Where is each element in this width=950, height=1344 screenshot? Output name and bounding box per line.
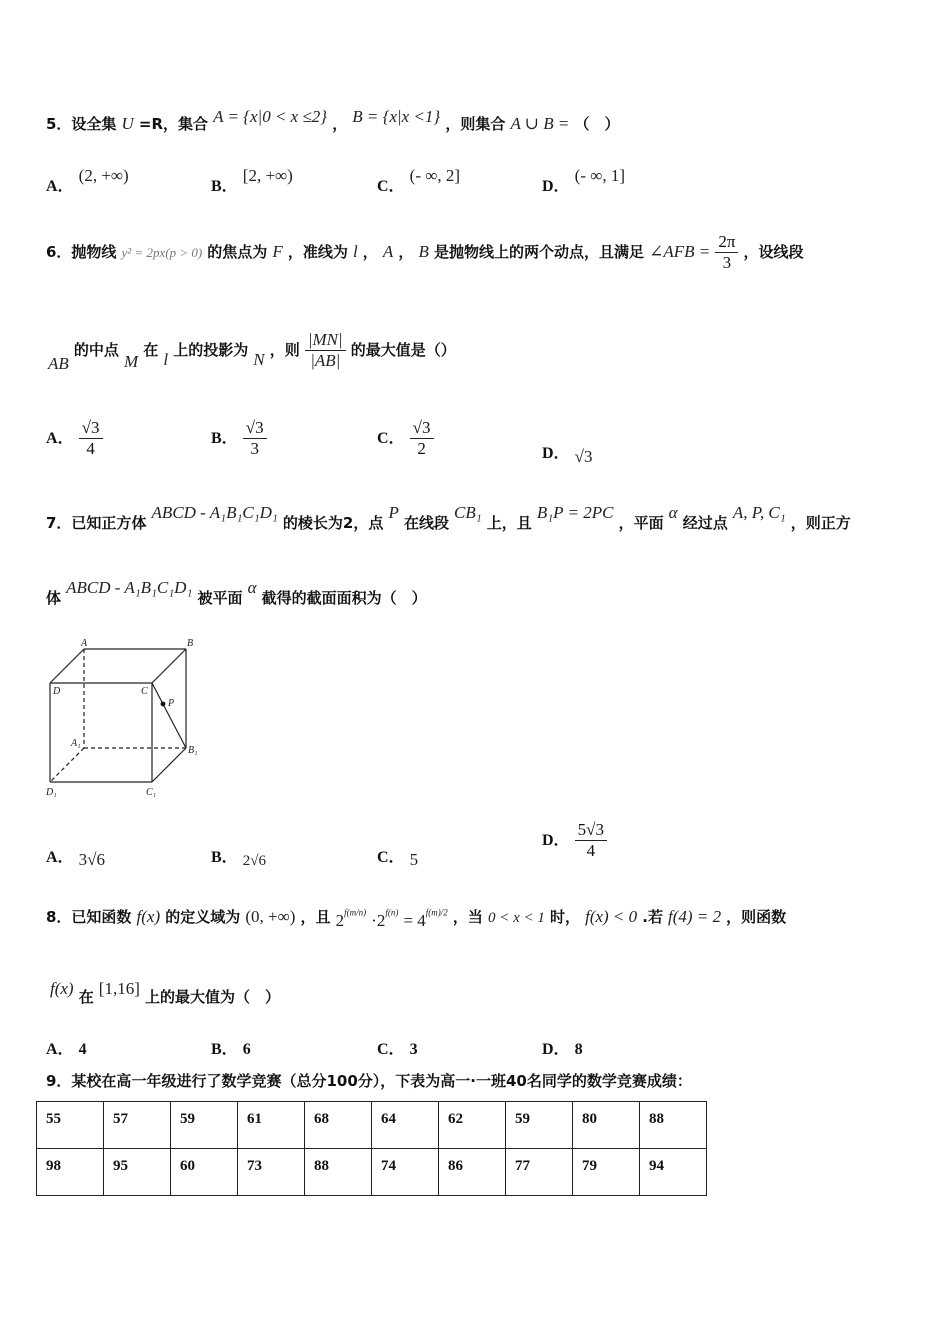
label-A1: A₁ <box>71 738 81 749</box>
q7-option-b-value: 2√6 <box>242 853 267 869</box>
table-cell: 74 <box>372 1149 439 1196</box>
q6-option-c-label: C． <box>377 430 405 447</box>
q8-stem-line2 <box>50 978 280 1006</box>
q8-text-5: .若 <box>642 908 663 926</box>
q6-l2: l <box>163 350 169 369</box>
table-cell: 88 <box>305 1149 372 1196</box>
q6-text-6: ，设线段 <box>743 243 804 261</box>
q7-cube: ABCD - A₁B₁C₁D₁ <box>151 503 278 522</box>
q7-option-b-label: B． <box>211 849 238 866</box>
q7-option-a-value: 3√6 <box>78 850 105 869</box>
q7-text-5: 经过点 <box>682 514 728 532</box>
q5-U: U <box>121 114 134 133</box>
q6-stem-line1 <box>46 232 804 273</box>
q6-text-4: ， <box>398 243 414 261</box>
q5-comma: ， <box>332 115 348 133</box>
q6-text-11: 的最大值是（） <box>350 341 456 359</box>
q7-option-a <box>46 844 105 867</box>
q5-text-b: ，则集合 <box>445 115 506 133</box>
q5-option-a-value: (2, +∞) <box>78 166 129 185</box>
q8-option-a-value: 4 <box>78 1041 87 1058</box>
table-cell: 80 <box>573 1102 640 1149</box>
edge-D-A <box>50 649 84 683</box>
q7-text-2: 在线段 <box>403 514 449 532</box>
q8-interval: [1,16] <box>98 979 140 998</box>
q9-stem: 9．某校在高一年级进行了数学竞赛（总分100分），下表为高一·一班40名同学的数学竞赛成绩： <box>46 1072 692 1090</box>
q8-option-b-value: 6 <box>242 1041 251 1058</box>
q5-option-a <box>46 163 129 195</box>
table-cell: 86 <box>439 1149 506 1196</box>
label-B1: B₁ <box>188 745 198 756</box>
q6-text-7: 的中点 <box>73 341 119 359</box>
q8-text-4: 时， <box>549 908 580 926</box>
q8-condition: 0 < x < 1 <box>487 910 545 926</box>
q8-text-3: ，当 <box>452 908 483 926</box>
q6-stem-line2 <box>48 330 456 371</box>
q5-option-c-label: C． <box>377 178 405 195</box>
q6-text-5: 是抛物线上的两个动点，且满足 <box>433 243 644 261</box>
q8-text-8: 上的最大值为（ ） <box>144 988 280 1006</box>
q7-option-d-num: 5√3 <box>575 820 607 841</box>
cube-figure <box>40 636 210 804</box>
q6-angle-fraction <box>715 232 738 273</box>
q7-stem-line1 <box>46 502 851 532</box>
q6-option-a-label: A． <box>46 430 74 447</box>
q6-option-b-fraction <box>243 418 267 459</box>
point-P <box>161 702 166 707</box>
q8-eq-right-exp: f(m)/2 <box>425 907 448 918</box>
q8-eq-left: 2 <box>335 911 345 930</box>
table-cell: 88 <box>640 1102 707 1149</box>
table-cell: 57 <box>104 1102 171 1149</box>
q7-cube2: ABCD - A₁B₁C₁D₁ <box>66 578 193 597</box>
q5-stem <box>46 107 620 134</box>
q8-eq-dot: ·2 <box>371 911 386 930</box>
q8-option-a <box>46 1036 87 1059</box>
label-A: A <box>81 638 88 649</box>
q8-option-d-label: D． <box>542 1041 570 1058</box>
q5-union: A ∪ B = <box>510 114 570 133</box>
q6-text-9: 上的投影为 <box>173 341 249 359</box>
q7-text-4: ，平面 <box>618 514 664 532</box>
table-cell: 79 <box>573 1149 640 1196</box>
edge-C-B <box>152 649 186 683</box>
table-cell: 68 <box>305 1102 372 1149</box>
q8-text-7: 在 <box>78 988 94 1006</box>
table-cell: 94 <box>640 1149 707 1196</box>
q7-option-d-den: 4 <box>586 841 596 860</box>
q6-l: l <box>352 242 358 261</box>
q6-F: F <box>272 242 283 261</box>
q6-option-b-den: 3 <box>250 439 259 458</box>
q5-option-d-label: D． <box>542 178 570 195</box>
table-cell: 64 <box>372 1102 439 1149</box>
q5-paren: （ ） <box>574 115 620 133</box>
q6-B: B <box>418 242 429 261</box>
q8-text-2: ，且 <box>300 908 331 926</box>
q7-text-a: 7．已知正方体 <box>46 514 147 532</box>
q7-text-6: ，则正方 <box>790 514 851 532</box>
q6-option-b-label: B． <box>211 430 238 447</box>
table-cell: 59 <box>506 1102 573 1149</box>
q8-option-a-label: A． <box>46 1041 74 1058</box>
q8-f4: f(4) = 2 <box>668 907 722 926</box>
q8-domain: (0, +∞) <box>245 907 296 926</box>
q6-option-c-num: √3 <box>410 418 434 439</box>
q6-A: A <box>382 242 394 261</box>
scores-table <box>36 1101 707 1196</box>
table-cell: 61 <box>238 1102 305 1149</box>
q7-option-d-label: D． <box>542 832 570 849</box>
q8-stem-line1 <box>46 906 787 930</box>
label-D1: D₁ <box>46 787 57 798</box>
q7-option-d-fraction <box>575 820 607 861</box>
edge-C1-B1 <box>152 748 186 782</box>
q8-option-d <box>542 1036 583 1059</box>
q5-option-a-label: A． <box>46 178 74 195</box>
q6-text-a: 6．抛物线 <box>46 243 117 261</box>
q7-text-1: 的棱长为2，点 <box>282 514 384 532</box>
q5-option-b-value: [2, +∞) <box>242 166 293 185</box>
q6-option-c-den: 2 <box>417 439 426 458</box>
q7-points: A, P, C₁ <box>732 503 786 522</box>
q6-option-d-label: D． <box>542 445 570 462</box>
table-cell: 77 <box>506 1149 573 1196</box>
label-D: D <box>53 686 61 697</box>
q7-P: P <box>388 503 399 522</box>
q8-option-b-label: B． <box>211 1041 238 1058</box>
q8-eq-mid-exp: f(n) <box>385 907 399 918</box>
table-cell: 55 <box>37 1102 104 1149</box>
q6-option-a <box>46 418 103 459</box>
q5-option-c <box>377 163 461 195</box>
q5-option-b-label: B． <box>211 178 238 195</box>
q8-option-c-label: C． <box>377 1041 405 1058</box>
q7-alpha: α <box>668 503 678 522</box>
q6-ratio-den: |AB| <box>310 351 341 370</box>
q6-option-b-num: √3 <box>243 418 267 439</box>
label-C1: C₁ <box>146 787 157 798</box>
table-cell: 98 <box>37 1149 104 1196</box>
q6-option-c <box>377 418 434 459</box>
q6-ratio-num: |MN| <box>305 330 346 351</box>
q5-option-b <box>211 163 293 195</box>
q8-negative: f(x) < 0 <box>585 907 638 926</box>
q7-option-b <box>211 844 266 867</box>
q8-fx: f(x) <box>136 907 161 926</box>
label-C: C <box>141 686 148 697</box>
q6-text-2: ，准线为 <box>287 243 348 261</box>
q5-setA: A = {x|0 < x ≤2} <box>213 107 328 126</box>
q7-alpha2: α <box>247 578 257 597</box>
q8-eq-left-exp: f(m/n) <box>344 907 367 918</box>
q6-AB: AB <box>48 354 69 373</box>
q6-N: N <box>253 350 265 369</box>
table-cell: 95 <box>104 1149 171 1196</box>
q6-text-3: ， <box>362 243 378 261</box>
q7-text-7: 体 <box>46 589 62 607</box>
segment-C-B1 <box>152 683 186 748</box>
q6-option-a-den: 4 <box>86 439 95 458</box>
table-cell: 62 <box>439 1102 506 1149</box>
table-row <box>37 1149 707 1196</box>
q8-option-d-value: 8 <box>574 1041 583 1058</box>
q8-option-c <box>377 1036 418 1059</box>
table-row <box>37 1102 707 1149</box>
q7-option-c <box>377 844 418 867</box>
q6-M: M <box>123 352 139 371</box>
q5-setB: B = {x|x <1} <box>352 107 441 126</box>
q7-CB1: CB₁ <box>454 503 482 522</box>
q8-text-a: 8．已知函数 <box>46 908 132 926</box>
q7-option-c-value: 5 <box>409 850 419 869</box>
q6-text-10: ，则 <box>269 341 300 359</box>
q5-option-c-value: (- ∞, 2] <box>409 166 461 185</box>
q6-angle: ∠AFB = <box>649 242 711 261</box>
table-cell: 60 <box>171 1149 238 1196</box>
q6-option-d <box>542 440 593 466</box>
q5-text-a: 5．设全集 <box>46 115 117 133</box>
q6-text-8: 在 <box>143 341 159 359</box>
q7-text-3: 上，且 <box>486 514 532 532</box>
q8-text-6: ，则函数 <box>726 908 787 926</box>
q7-option-c-label: C． <box>377 849 405 866</box>
q6-option-a-num: √3 <box>79 418 103 439</box>
q8-option-b <box>211 1036 251 1059</box>
q5-option-d-value: (- ∞, 1] <box>574 166 626 185</box>
label-B: B <box>187 638 194 649</box>
label-P: P <box>168 698 175 709</box>
q7-stem-line2 <box>46 577 427 607</box>
q8-option-c-value: 3 <box>409 1041 418 1058</box>
q7-condition: B₁P = 2PC <box>536 503 614 522</box>
table-cell: 73 <box>238 1149 305 1196</box>
q6-option-b <box>211 418 267 459</box>
q6-option-a-fraction <box>79 418 103 459</box>
q7-option-d <box>542 820 607 861</box>
q7-option-a-label: A． <box>46 849 74 866</box>
q6-option-d-value: √3 <box>574 447 593 466</box>
q7-text-8: 被平面 <box>197 589 243 607</box>
q6-text-1: 的焦点为 <box>207 243 268 261</box>
q8-text-1: 的定义域为 <box>165 908 241 926</box>
q6-angle-num: 2π <box>715 232 738 253</box>
q6-ratio-fraction <box>305 330 346 371</box>
q5-option-d <box>542 163 626 195</box>
q7-text-9: 截得的截面面积为（ ） <box>261 589 427 607</box>
q6-parabola: y² = 2px(p > 0) <box>121 245 203 260</box>
q8-fx2: f(x) <box>50 979 74 998</box>
table-cell: 59 <box>171 1102 238 1149</box>
q6-angle-den: 3 <box>722 253 732 272</box>
q6-option-c-fraction <box>410 418 434 459</box>
edge-A1-D1 <box>50 748 84 782</box>
q8-eq-right: = 4 <box>403 911 426 930</box>
q5-text-eqR: =R，集合 <box>138 115 209 133</box>
